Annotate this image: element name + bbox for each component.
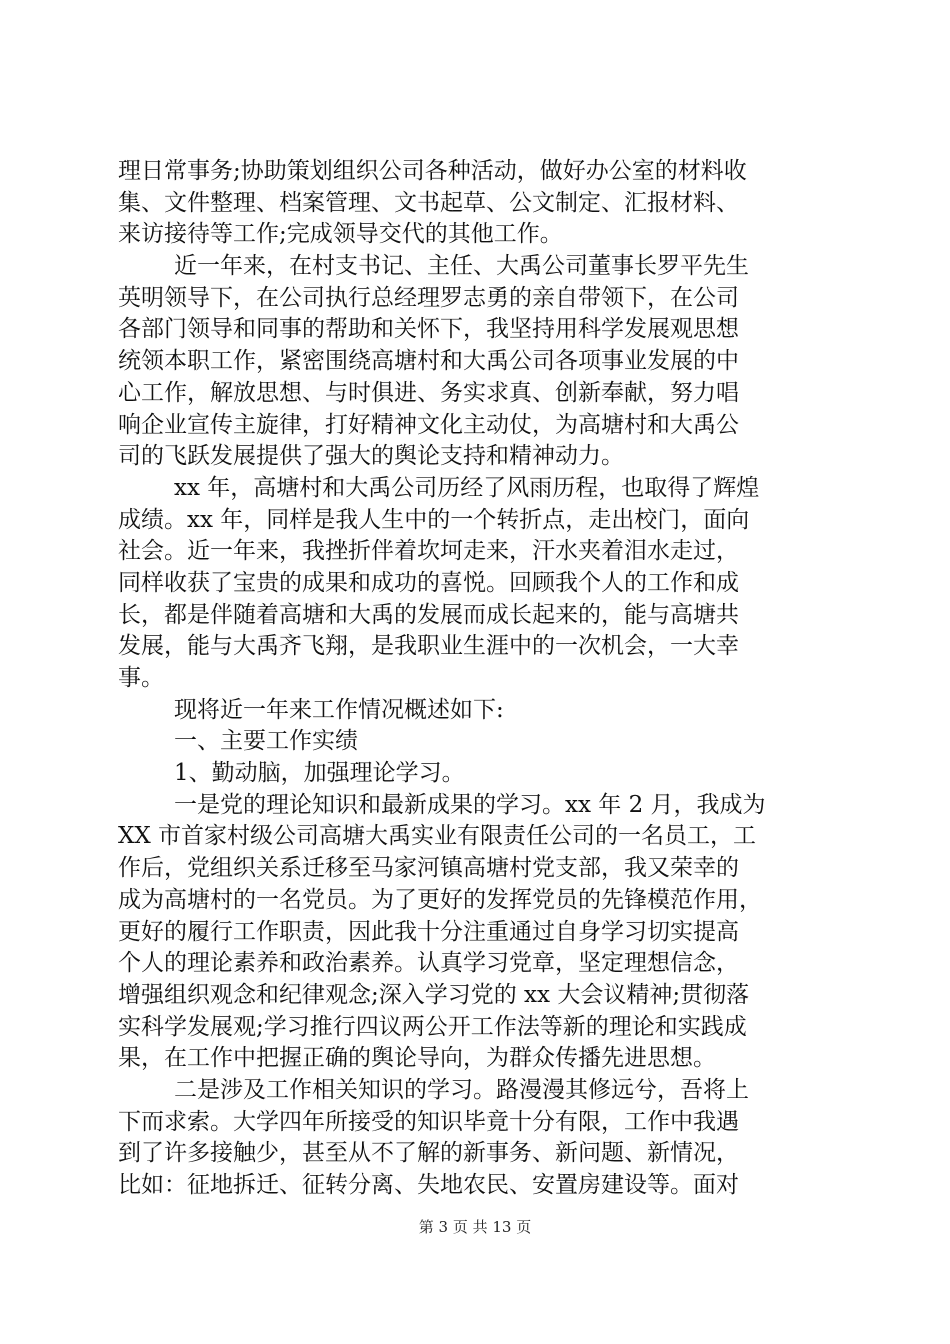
page-footer: 第 3 页 共 13 页 xyxy=(418,1218,532,1236)
text-line: 现将近一年来工作情况概述如下: xyxy=(174,696,504,723)
text-line: 实科学发展观;学习推行四议两公开工作法等新的理论和实践成 xyxy=(118,1013,747,1040)
text-line: 理日常事务;协助策划组织公司各种活动，做好办公室的材料收 xyxy=(118,158,747,184)
text-line: 近一年来，在村支书记、主任、大禹公司董事长罗平先生 xyxy=(174,253,749,280)
text-line: 比如：征地拆迁、征转分离、失地农民、安置房建设等。面对 xyxy=(118,1172,739,1198)
text-line: 果，在工作中把握正确的舆论导向，为群众传播先进思想。 xyxy=(118,1045,716,1072)
text-line: 响企业宣传主旋律，打好精神文化主动仗，为高塘村和大禹公 xyxy=(118,411,739,438)
text-line: 成绩。xx 年，同样是我人生中的一个转折点，走出校门，面向 xyxy=(118,506,750,533)
text-line: 心工作，解放思想、与时俱进、务实求真、创新奉献，努力唱 xyxy=(118,379,739,406)
text-line: 发展，能与大禹齐飞翔，是我职业生涯中的一次机会，一大幸 xyxy=(118,633,739,660)
text-line: 下而求索。大学四年所接受的知识毕竟十分有限，工作中我遇 xyxy=(118,1108,739,1135)
text-line: xx 年，高塘村和大禹公司历经了风雨历程，也取得了辉煌 xyxy=(174,474,760,501)
text-line: 增强组织观念和纪律观念;深入学习党的 xx 大会议精神;贯彻落 xyxy=(118,981,750,1008)
text-line: 事。 xyxy=(118,665,164,691)
text-line: 1、勤动脑，加强理论学习。 xyxy=(174,760,465,787)
text-line: 统领本职工作，紧密围绕高塘村和大禹公司各项事业发展的中 xyxy=(118,348,739,375)
text-line: 集、文件整理、档案管理、文书起草、公文制定、汇报材料、 xyxy=(118,189,739,216)
text-line: 同样收获了宝贵的成果和成功的喜悦。回顾我个人的工作和成 xyxy=(118,569,739,596)
text-line: 个人的理论素养和政治素养。认真学习党章，坚定理想信念， xyxy=(118,950,739,977)
body-text xyxy=(118,156,832,1202)
text-line: 更好的履行工作职责，因此我十分注重通过自身学习切实提高 xyxy=(118,918,739,945)
text-line: 各部门领导和同事的帮助和关怀下，我坚持用科学发展观思想 xyxy=(118,316,739,343)
text-line: 来访接待等工作;完成领导交代的其他工作。 xyxy=(118,221,563,248)
text-line: 作后，党组织关系迁移至马家河镇高塘村党支部，我又荣幸的 xyxy=(118,855,739,882)
text-line: 二是涉及工作相关知识的学习。路漫漫其修远兮，吾将上 xyxy=(174,1076,749,1103)
text-line: 一是党的理论知识和最新成果的学习。xx 年 2 月，我成为 xyxy=(174,791,766,818)
text-line: 社会。近一年来，我挫折伴着坎坷走来，汗水夹着泪水走过， xyxy=(118,538,739,565)
text-line: 司的飞跃发展提供了强大的舆论支持和精神动力。 xyxy=(118,443,624,470)
text-line: 英明领导下，在公司执行总经理罗志勇的亲自带领下，在公司 xyxy=(118,284,739,311)
text-line: 一、主要工作实绩 xyxy=(174,728,358,755)
text-line: 成为高塘村的一名党员。为了更好的发挥党员的先锋模范作用， xyxy=(118,886,762,913)
text-line: 到了许多接触少，甚至从不了解的新事务、新问题、新情况， xyxy=(118,1140,739,1167)
text-line: XX 市首家村级公司高塘大禹实业有限责任公司的一名员工，工 xyxy=(118,823,757,850)
text-line: 长，都是伴随着高塘和大禹的发展而成长起来的，能与高塘共 xyxy=(118,601,739,628)
